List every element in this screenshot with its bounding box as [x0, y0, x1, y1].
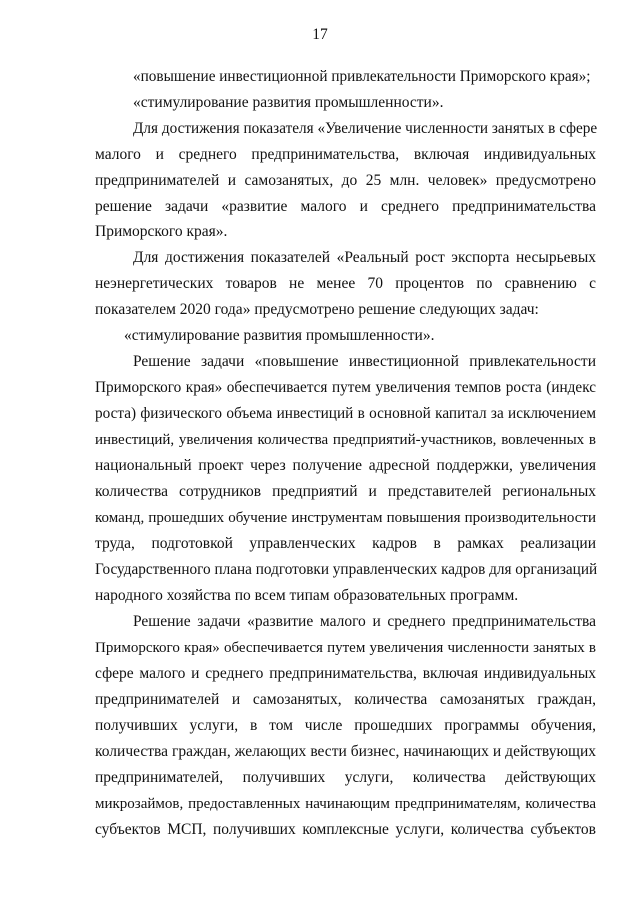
- text-line: получивших услуги, в том числе прошедших программы обучения,: [95, 717, 596, 734]
- text-line: показателем 2020 года» предусмотрено решение следующих задач:: [95, 301, 539, 318]
- text-line: предпринимателей и самозанятых, количества самозанятых граждан,: [95, 691, 596, 708]
- text-line: Приморского края».: [95, 223, 228, 240]
- text-line: Для достижения показателя «Увеличение численности занятых в сфере: [133, 120, 598, 137]
- text-line: «повышение инвестиционной привлекательности Приморского края»;: [133, 68, 591, 85]
- text-line: Решение задачи «повышение инвестиционной привлекательности: [133, 353, 596, 370]
- text-line: микрозаймов, предоставленных начинающим предпринимателям, количества: [95, 796, 596, 812]
- text-line: труда, подготовкой управленческих кадров в рамках реализации: [95, 535, 596, 552]
- text-line: народного хозяйства по всем типам образовательных программ.: [95, 587, 519, 604]
- text-line: неэнергетических товаров не менее 70 процентов по сравнению с: [95, 275, 596, 292]
- text-line: национальный проект через получение адресной поддержки, увеличения: [95, 457, 596, 474]
- text-line: «стимулирование развития промышленности».: [133, 94, 444, 111]
- text-line: Приморского края» обеспечивается путем увеличения темпов роста (индекс: [95, 379, 596, 396]
- page-number: 17: [312, 26, 328, 43]
- text-line: решение задачи «развитие малого и среднего предпринимательства: [95, 198, 596, 215]
- text-line: инвестиций, увеличения количества предприятий-участников, вовлеченных в: [95, 432, 596, 448]
- text-line: Приморского края» обеспечивается путем увеличения численности занятых в: [95, 640, 596, 656]
- text-line: предпринимателей, получивших услуги, количества действующих: [95, 769, 596, 786]
- text-line: Решение задачи «развитие малого и среднего предпринимательства: [133, 613, 596, 630]
- text-line: количества сотрудников предприятий и представителей региональных: [95, 483, 596, 500]
- text-line: Государственного плана подготовки управленческих кадров для организаций: [95, 561, 598, 578]
- text-line: количества граждан, желающих вести бизнес, начинающих и действующих: [95, 743, 596, 760]
- text-line: малого и среднего предпринимательства, включая индивидуальных: [95, 146, 596, 163]
- text-line: Для достижения показателей «Реальный рост экспорта несырьевых: [133, 249, 596, 266]
- text-line: субъектов МСП, получивших комплексные услуги, количества субъектов: [95, 821, 596, 838]
- text-line: команд, прошедших обучение инструментам повышения производительности: [95, 510, 596, 526]
- text-line: роста) физического объема инвестиций в основной капитал за исключением: [95, 405, 596, 422]
- text-line: сфере малого и среднего предпринимательства, включая индивидуальных: [95, 665, 596, 682]
- text-line: «стимулирование развития промышленности».: [124, 327, 435, 344]
- text-line: предпринимателей и самозанятых, до 25 млн. человек» предусмотрено: [95, 172, 596, 189]
